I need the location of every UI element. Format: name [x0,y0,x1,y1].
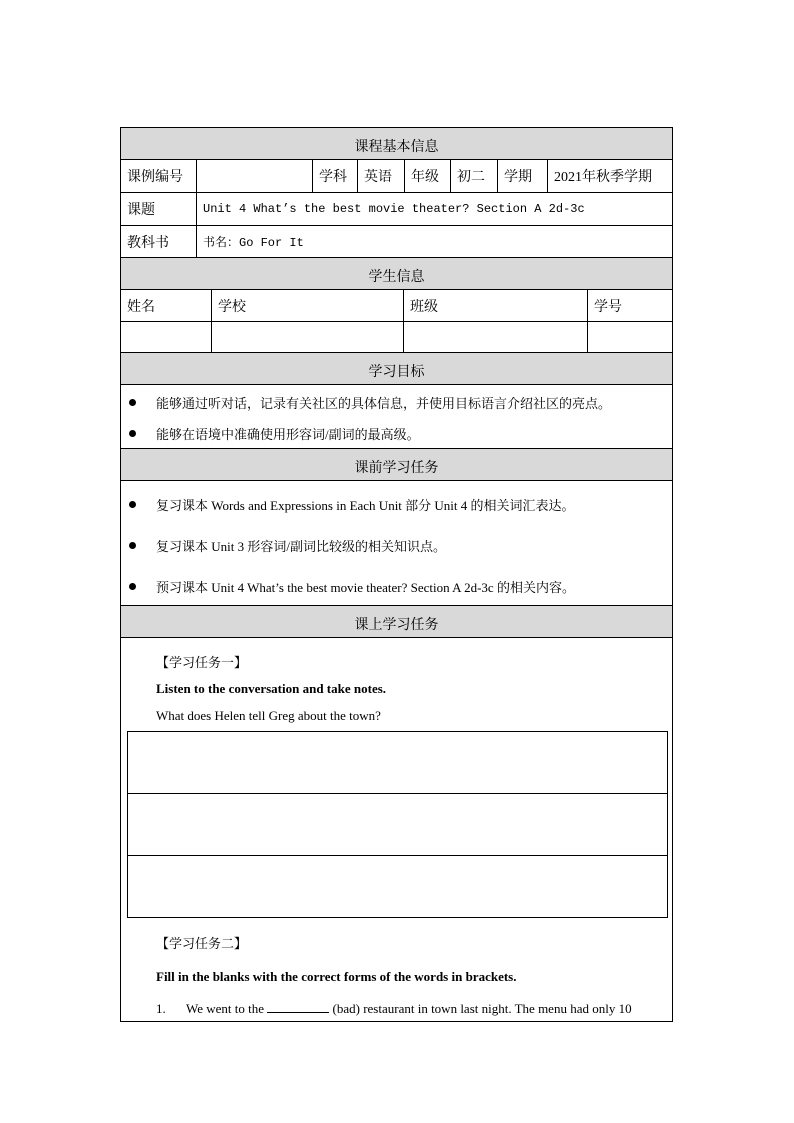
list-item [129,536,446,555]
textbook-label: 教科书 [127,235,169,251]
bullet-icon [129,501,136,508]
bullet-icon [129,583,136,590]
section-title: 课上学习任务 [354,618,439,633]
task1-instruction: Listen to the conversation and take notes. [156,681,387,696]
answer-blank[interactable] [267,1000,329,1013]
code-value [196,160,312,192]
textbook-row [121,226,672,258]
subject-value: 英语 [357,160,404,192]
objectives-list [121,385,672,449]
name-field[interactable] [121,322,211,352]
section-title: 学生信息 [368,270,425,285]
item-number: 1. [156,1001,166,1016]
section-header-objectives [121,353,672,385]
list-item [129,577,575,596]
subject-label: 学科 [312,160,357,192]
task2-instruction: Fill in the blanks with the correct forms of the words in brackets. [156,969,517,984]
section-header-student-info [121,258,672,290]
student-id-label: 学号 [587,290,673,321]
list-item [129,393,611,412]
notes-line-3[interactable] [128,856,667,918]
section-title: 学习目标 [368,365,425,380]
task1-question: What does Helen tell Greg about the town? [156,708,381,723]
school-field[interactable] [211,322,403,352]
list-item [129,495,575,514]
code-label: 课例编号 [127,170,183,185]
objective-text: 能够在语境中准确使用形容词/副词的最高级。 [156,427,420,442]
student-value-row [121,322,672,353]
notes-line-2[interactable] [128,794,667,856]
bullet-icon [129,399,136,406]
item-text-after: (bad) restaurant in town last night. The menu had only 10 [332,1001,632,1016]
name-label: 姓名 [127,299,155,315]
student-label-row [121,290,672,322]
course-meta-row [121,160,672,193]
pre-task-text: 复习课本 Words and Expressions in Each Unit 部分 Unit 4 的相关词汇表达。 [156,498,575,513]
topic-label: 课题 [127,203,155,218]
section-title: 课程基本信息 [354,140,439,155]
course-table [120,127,673,1022]
list-item [129,424,420,443]
section-title: 课前学习任务 [354,461,439,476]
task1-title: 【学习任务一】 [156,655,248,670]
textbook-value: 书名：Go For It [196,226,672,257]
item-text-before: We went to the [186,1001,265,1016]
grade-label: 年级 [404,160,450,192]
grade-value: 初二 [450,160,497,192]
topic-value: Unit 4 What’s the best movie theater? Section A 2d-3c [196,193,672,225]
student-id-field[interactable] [587,322,673,352]
pre-task-text: 预习课本 Unit 4 What’s the best movie theater? Section A 2d-3c 的相关内容。 [156,580,575,595]
objective-text: 能够通过听对话，记录有关社区的具体信息，并使用目标语言介绍社区的亮点。 [156,396,612,411]
notes-box [127,731,668,918]
section-header-course-info [121,128,672,160]
task2-title: 【学习任务二】 [156,936,248,951]
exercise-item-1 [156,1000,632,1017]
notes-line-1[interactable] [128,732,667,794]
bullet-icon [129,542,136,549]
class-field[interactable] [403,322,587,352]
school-label: 学校 [211,290,403,321]
section-header-in-class [121,606,672,638]
topic-row [121,193,672,226]
bullet-icon [129,430,136,437]
section-header-pre-tasks [121,449,672,481]
class-label: 班级 [403,290,587,321]
term-value: 2021年秋季学期 [547,160,673,192]
term-label: 学期 [497,160,547,192]
in-class-content [121,638,672,1021]
pre-tasks-list [121,481,672,606]
pre-task-text: 复习课本 Unit 3 形容词/副词比较级的相关知识点。 [156,539,446,554]
